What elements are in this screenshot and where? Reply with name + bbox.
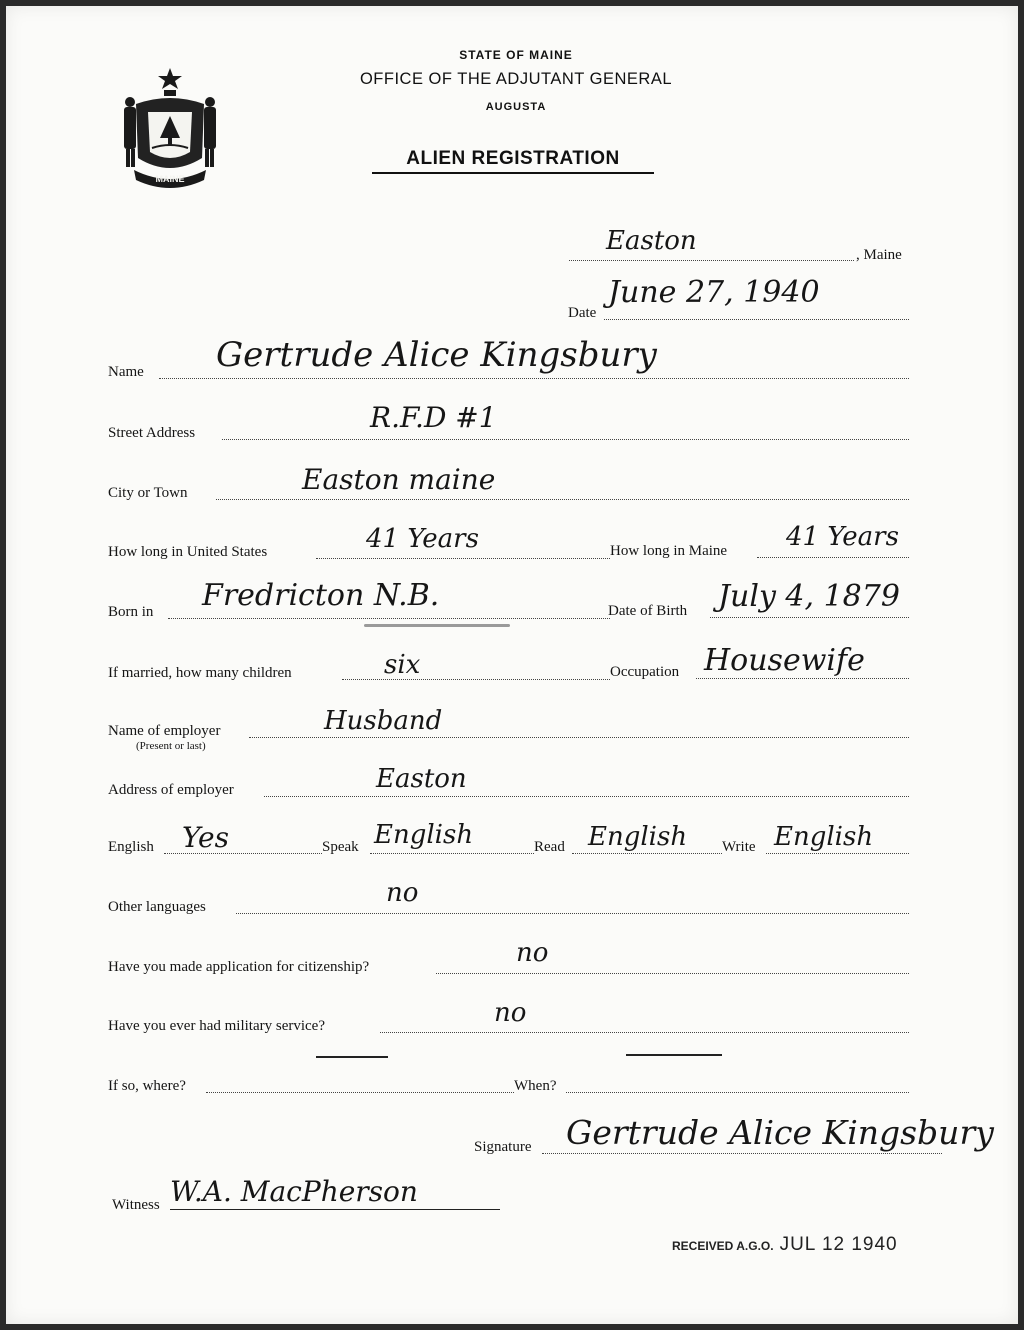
when-dash [626, 1054, 722, 1056]
us-duration-value: 41 Years [366, 524, 479, 554]
english-label: English [108, 839, 154, 855]
received-stamp [672, 1234, 898, 1256]
write-line [766, 853, 909, 854]
city-value: Easton maine [302, 463, 496, 496]
military-value: no [494, 998, 527, 1028]
occupation-label: Occupation [610, 664, 680, 680]
header-state: STATE OF MAINE [459, 48, 573, 62]
children-label: If married, how many children [108, 665, 292, 681]
employer-value: Husband [324, 706, 443, 736]
street-label: Street Address [108, 425, 196, 441]
us-duration-line [316, 558, 610, 559]
write-value: English [774, 822, 874, 852]
witness-label: Witness [112, 1197, 160, 1213]
employer-note: (Present or last) [136, 740, 206, 752]
speak-line [370, 853, 534, 854]
dob-label: Date of Birth [608, 603, 688, 619]
name-label: Name [108, 364, 144, 380]
city-label: City or Town [108, 485, 188, 501]
state-seal-icon [114, 66, 226, 188]
occupation-value: Housewife [704, 643, 865, 678]
signature-value: Gertrude Alice Kingsbury [566, 1113, 994, 1152]
town-line [569, 260, 854, 261]
date-label: Date [568, 305, 597, 321]
us-duration-label: How long in United States [108, 544, 268, 560]
where-label: If so, where? [108, 1078, 186, 1094]
when-line [566, 1092, 909, 1093]
occupation-line [696, 678, 909, 679]
maine-duration-label: How long in Maine [610, 543, 728, 559]
maine-duration-value: 41 Years [786, 522, 899, 552]
employer-address-line [264, 796, 909, 797]
witness-value: W.A. MacPherson [170, 1175, 418, 1208]
other-languages-value: no [386, 878, 419, 908]
maine-label: , Maine [856, 247, 902, 263]
employer-address-label: Address of employer [108, 782, 234, 798]
military-line [380, 1032, 909, 1033]
born-in-line [168, 618, 610, 619]
employer-label: Name of employer [108, 723, 221, 739]
where-dash [316, 1056, 388, 1058]
street-line [222, 439, 909, 440]
name-line [159, 378, 909, 379]
other-languages-line [236, 913, 909, 914]
signature-line [542, 1153, 942, 1154]
citizenship-line [436, 973, 909, 974]
speak-label: Speak [322, 839, 359, 855]
pencil-underline [364, 624, 510, 627]
employer-line [249, 737, 909, 738]
header-city: AUGUSTA [485, 101, 547, 113]
date-line [604, 319, 909, 320]
dob-value: July 4, 1879 [718, 579, 900, 614]
children-line [342, 679, 610, 680]
write-label: Write [722, 839, 756, 855]
read-value: English [588, 822, 688, 852]
citizenship-label: Have you made application for citizenship? [108, 959, 370, 975]
where-line [206, 1092, 514, 1093]
children-value: six [384, 650, 421, 680]
born-in-value: Fredricton N.B. [202, 578, 440, 613]
citizenship-value: no [516, 938, 549, 968]
when-label: When? [514, 1078, 557, 1094]
city-line [216, 499, 909, 500]
employer-address-value: Easton [376, 764, 467, 794]
read-label: Read [534, 839, 565, 855]
street-value: R.F.D #1 [370, 401, 497, 434]
form-title: ALIEN REGISTRATION [372, 148, 654, 174]
other-languages-label: Other languages [108, 899, 206, 915]
witness-line [170, 1209, 500, 1210]
name-value: Gertrude Alice Kingsbury [216, 335, 657, 375]
read-line [572, 853, 722, 854]
date-value: June 27, 1940 [608, 275, 820, 310]
born-in-label: Born in [108, 604, 154, 620]
stamp-date: JUL 12 1940 [779, 1234, 898, 1255]
stamp-received-text: RECEIVED A.G.O. [672, 1239, 774, 1253]
english-value: Yes [182, 821, 229, 854]
speak-value: English [374, 820, 474, 850]
seal-banner-text: MAINE [155, 174, 185, 184]
header-office: OFFICE OF THE ADJUTANT GENERAL [359, 70, 673, 88]
dob-line [710, 617, 909, 618]
signature-label: Signature [474, 1139, 532, 1155]
maine-duration-line [757, 557, 909, 558]
military-label: Have you ever had military service? [108, 1018, 325, 1034]
town-value: Easton [606, 226, 697, 256]
registration-form [6, 6, 1018, 1324]
